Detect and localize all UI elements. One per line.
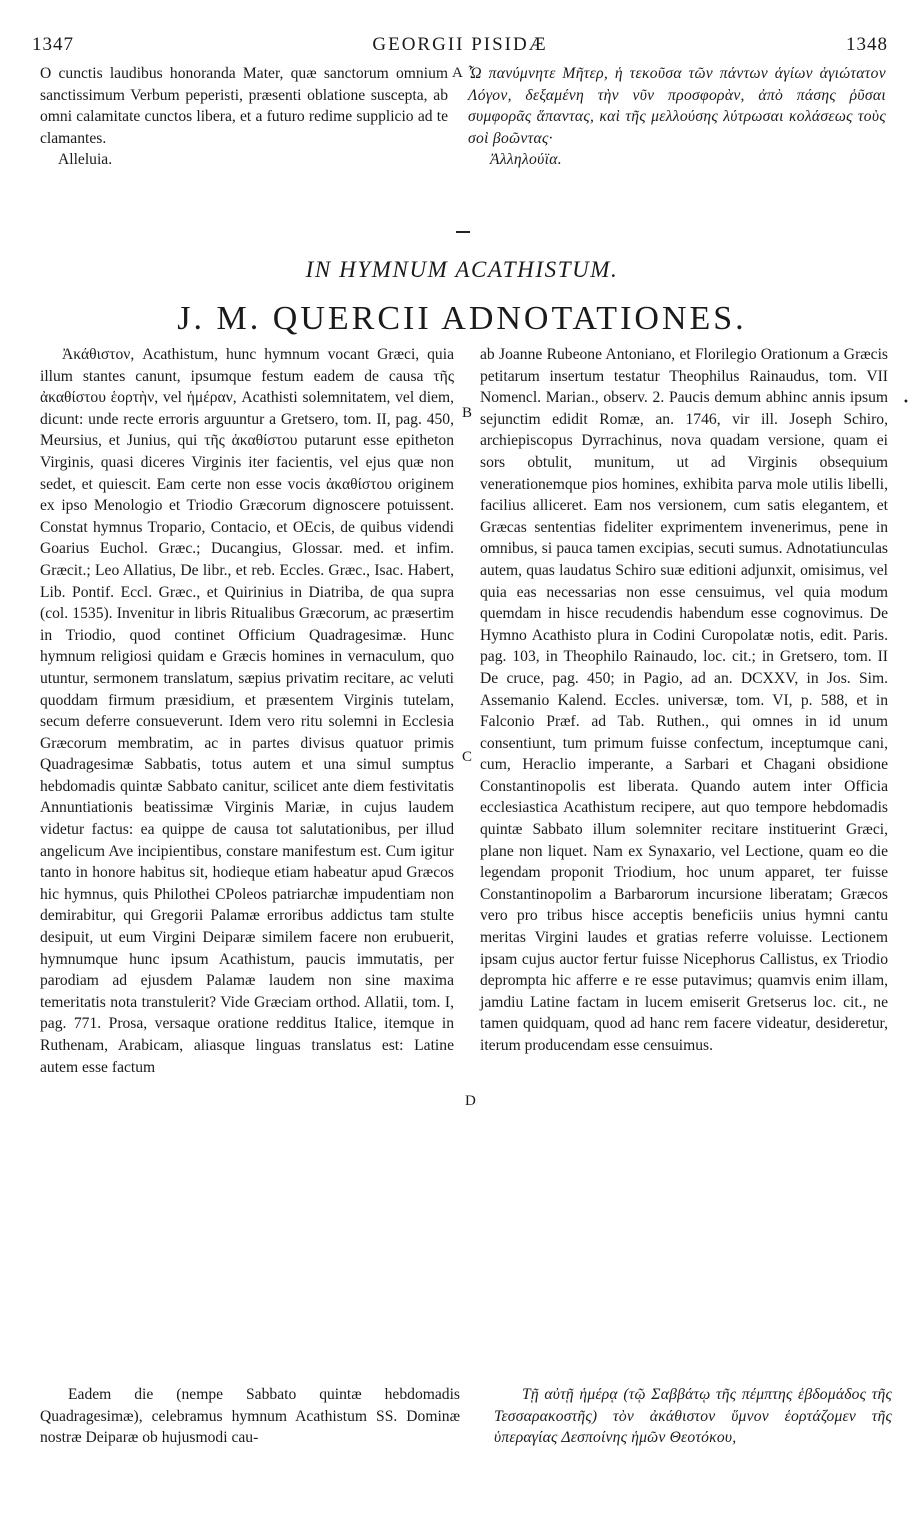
top-greek-column [468, 63, 886, 171]
bottom-greek-text: Τῇ αὐτῇ ἡμέρᾳ (τῷ Σαββάτῳ τῆς πέμπτης ἑβδομάδος τῆς Τεσσαρακοστῆς) τὸν ἀκάθιστον ὕμνον ἑορτάζομεν τῆς ὑπεραγίας Δεσποίνης ἡμῶν Θεοτόκου, [494, 1386, 892, 1447]
margin-marker-c: C [462, 749, 473, 765]
bottom-greek-column [494, 1384, 892, 1449]
page-header [32, 34, 888, 58]
annotation-text-right: ab Joanne Rubeone Antoniano, et Florilegio Orationum a Græcis petitarum insertum testatur Theophilus Rainaudus, tom. VII Nomencl. Marian., observ. 2. Paucis demum abhinc annis ipsum sejunctim edidit Romæ, an. 1746, vir ill. Joseph Schiro, archiepiscopus Dyrrachinus, nova quadam versione, quam ei sors obtulit, munitum, ut ad Virginis obsequium venerationemque pios homines, exhibita parva mole utilis libelli, facilius alliceret. Eam nos versionem, cum satis elegantem, et Græcas sententias fideliter exprimentem invenerimus, pene in omnibus, si pauca tamen excipias, secuti sumus. Adnotatiunculas autem, quas laudatus Schiro suæ editioni adjunxit, omisimus, vel quia eas necessarias non esse censuimus, vel quia modum quemdam in hisce recudendis habendum esse cognovimus. De Hymno Acathisto plura in Codini Curopolatæ notis, edit. Paris. pag. 103, in Theophilo Rainaudo, loc. cit.; in Gretsero, tom. II De cruce, pag. 450; in Pagio, ad an. DCXXV, in Jos. Sim. Assemanio Kalend. Eccles. universæ, tom. VI, p. 588, et in Falconio Præf. ad Tab. Ruthen., qui omnes in id unum consentiunt, tum primum fuisse confectum, inceptumque cani, cum, Heraclio imperante, a Sarbari et Chagani obsidione Constantinopolis est liberata. Quando autem inter Officia ecclesiastica Acathistum recipere, aut quo tempore hebdomadis quintæ Sabbato illum solemniter recitare instituerint Græci, plane non liquet. Nam ex Synaxario, vel Lectione, quam eo die legendam proponit Triodium, hoc unum apparet, ter fuisse Constantinopolim a Barbarorum incursione liberatam; Græcos vero pro tribus hisce acceptis beneficiis unius hymni cantu meritas Virgini laudes et gratias referre voluisse. Lectionem ipsam cujus auctor fertur fuisse Nicephorus Callistus, ex Triodio deprompta hic afferre e re esse putavimus; quamvis enim illam, jamdiu Latine factam in lucem emiserit Gretserus loc. cit., ne tamen quidquam, quod ad hanc rem facere videatur, desideretur, iterum producendam esse censuimus. [480, 346, 888, 1054]
section-heading: J. M. QUERCII ADNOTATIONES. [177, 300, 747, 337]
latin-prayer: O cunctis laudibus honoranda Mater, quæ sanctorum omnium sanctissimum Verbum peperisti, præsenti oblatione suscepta, ab omni calamitate cunctos libera, et a futuro redime supplicio ad te clamantes. [40, 65, 448, 147]
annotations-right-column [480, 344, 888, 1057]
greek-prayer: Ὦ πανύμνητε Μῆτερ, ἡ τεκοῦσα τῶν πάντων ἁγίων ἁγιώτατον Λόγον, δεξαμένη τὴν νῦν προσφορὰν, ἀπὸ πάσης ῥῦσαι συμφορᾶς ἅπαντας, καὶ τῆς μελλούσης λύτρωσαι κολάσεως τοὺς σοὶ βοῶντας· [468, 65, 886, 147]
margin-dot: • [903, 397, 909, 408]
bottom-latin-text: Eadem die (nempe Sabbato quintæ hebdomadis Quadragesimæ), celebramus hymnum Acathistum SS. Dominæ nostræ Deiparæ ob hujusmodi cau- [40, 1386, 460, 1447]
margin-marker-d: D [465, 1093, 476, 1109]
margin-marker-a: A [452, 65, 463, 81]
running-title: GEORGII PISIDÆ [372, 34, 548, 55]
top-latin-column [40, 63, 448, 171]
margin-marker-b: B [462, 405, 473, 421]
greek-alleluia: Ἀλληλούϊα. [490, 151, 562, 169]
section-title: IN HYMNUM ACATHISTUM. [305, 257, 619, 282]
left-page-number: 1347 [32, 34, 74, 55]
annotations-left-column [40, 344, 454, 1078]
bottom-latin-column [40, 1384, 460, 1449]
right-page-number: 1348 [846, 34, 888, 55]
annotation-text-left: Ἀκάθιστον, Acathistum, hunc hymnum vocant Græci, quia illum stantes canunt, ipsumque festum eadem de causa τῆς ἀκαθίστου ἑορτὴν, vel ἡμέραν, Acathisti solemnitatem, vel diem, dicunt: unde recte erroris arguuntur a Gretsero, tom. II, pag. 450, Meursius, et Junius, qui τῆς ἀκαθίστου putarunt esse epitheton Virginis, quasi diceres Virginis iter facientis, vel ejus quæ non sedet, et quiescit. Eam certe non esse vocis ἀκαθίστου originem ex ipso Menologio et Triodio Græcorum dignoscere potuissent. Constat hymnus Tropario, Contacio, et OEcis, de quibus videndi Goarius Euchol. Græc.; Ducangius, Glossar. med. et infim. Græcit.; Leo Allatius, De libr., et reb. Eccles. Græc., Isac. Habert, Lib. Pontif. Eccl. Græc., et Quirinius in Diatriba, de qua supra (col. 1535). Invenitur in libris Ritualibus Græcorum, ac præsertim in Triodio, quod continet Officium Quadragesimæ. Hunc hymnum religiosi quidam e Græcis homines in vernaculum, quo utuntur, sermonem translatum, sæpius privatim recitare, ac veluti quoddam firmum præsidium, et præsentem Virginis tutelam, secum deferre consueverunt. Idem vero ritu solemni in Ecclesia Græcorum membratim, ac in partes divisus quatuor primis Quadragesimæ Sabbatis, totus autem et una simul sumptus hebdomadis quintæ Sabbato canitur, scilicet ante diem festivitatis Annuntiationis beatissimæ Virginis Mariæ, in cujus laudem videtur factus: ea quippe de causa tot salutationibus, per illud angelicum Ave incipientibus, constare manifestum est. Cum igitur tanto in honore habitus sit, hodieque etiam habeatur apud Græcos hic hymnus, quis Philothei CPoleos patriarchæ impudentiam non demirabitur, qui Gregorii Palamæ erroribus addictus tam stulte desipuit, ut eum Virgini Deiparæ similem facere non erubuerit, hymnumque hunc ipsum Acathistum, paucis immutatis, per parodiam ad ejusdem Palamæ laudem non sine maxima temeritatis nota transtulerit? Vide Græciam orthod. Allatii, tom. I, pag. 771. Prosa, versaque oratione redditus Italice, itemque in Ruthenam, Arabicam, aliasque linguas translatus est: Latine autem esse factum [40, 346, 454, 1076]
latin-alleluia: Alleluia. [58, 151, 113, 169]
section-divider [456, 231, 470, 233]
